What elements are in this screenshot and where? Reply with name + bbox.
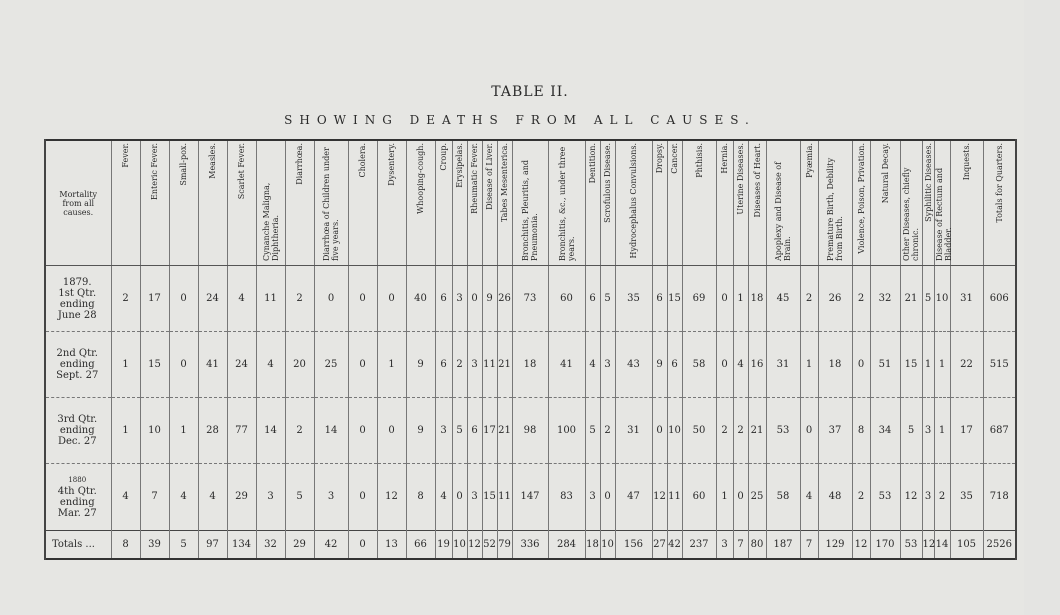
table-cell: 1 [111,398,140,464]
table-cell: 0 [716,332,733,398]
table-cell: 4 [169,464,198,530]
corner-header: Mortality from all causes. [45,140,111,266]
table-cell: 12 [377,464,406,530]
table-cell: 5 [900,398,922,464]
table-cell: 9 [482,266,497,332]
table-cell: 24 [198,266,227,332]
total-cell: 12 [852,530,870,559]
table-cell: 12 [652,464,667,530]
table-cell: 0 [652,398,667,464]
table-cell: 2 [285,398,314,464]
total-cell: 10 [600,530,615,559]
quarter-label-line: 3rd Qtr. [57,414,98,426]
table-cell: 18 [748,266,766,332]
table-cell: 0 [377,266,406,332]
table-cell: 12 [900,464,922,530]
total-cell: 53 [900,530,922,559]
column-header [682,140,716,266]
total-cell: 5 [169,530,198,559]
column-header-label: Diarrhœa of Children under five years. [322,147,340,261]
table-cell: 28 [198,398,227,464]
total-cell: 42 [314,530,348,559]
table-cell: 21 [748,398,766,464]
table-cell: 6 [667,332,682,398]
table-cell: 1 [716,464,733,530]
table-cell: 11 [482,332,497,398]
total-cell: 10 [452,530,467,559]
table-cell: 6 [467,398,482,464]
column-header-label: Disease of Rectum and Bladder. [934,167,953,261]
quarter-label [45,266,111,332]
totals-label: Totals ... [45,530,111,559]
table-cell: 26 [818,266,852,332]
total-cell: 8 [111,530,140,559]
table-cell: 1 [800,332,818,398]
table-cell: 31 [615,398,652,464]
table-cell: 0 [452,464,467,530]
column-header-label: Hernia. [720,143,729,174]
table-cell: 4 [800,464,818,530]
year-label: 1879. [62,276,92,288]
table-cell: 98 [512,398,548,464]
table-cell: 2 [800,266,818,332]
total-cell: 12 [467,530,482,559]
total-cell: 52 [482,530,497,559]
column-header [406,140,435,266]
total-cell: 0 [348,530,377,559]
table-title: TABLE II. [491,84,569,100]
table-cell: 0 [348,398,377,464]
table-cell: 687 [983,398,1016,464]
table-cell: 48 [818,464,852,530]
total-cell: 13 [377,530,406,559]
quarter-label-line: Mar. 27 [57,507,97,519]
table-cell: 83 [548,464,585,530]
column-header [285,140,314,266]
column-header [615,140,652,266]
mortality-table [44,139,1017,560]
table-cell: 0 [348,266,377,332]
column-header [482,140,497,266]
column-header-label: Hydrocephalus Convulsions. [629,143,638,259]
column-header-label: Diseases of Heart. [752,143,762,218]
table-cell: 2 [285,266,314,332]
column-header [934,140,953,266]
column-header-label: Fever. [121,143,130,168]
table-row [45,464,1016,530]
table-cell: 43 [615,332,652,398]
table-cell: 25 [314,332,348,398]
total-cell: 129 [818,530,852,559]
column-header-label: Natural Decay. [880,143,890,204]
table-row [45,332,1016,398]
table-cell: 3 [256,464,285,530]
table-cell: 6 [585,266,600,332]
quarter-label-line: June 28 [57,309,97,321]
table-cell: 53 [766,398,800,464]
column-header [922,140,934,266]
total-cell: 134 [227,530,256,559]
column-header [140,140,169,266]
total-cell: 156 [615,530,652,559]
column-header [900,140,922,266]
column-header [870,140,900,266]
table-cell: 2 [852,464,870,530]
table-row [45,398,1016,464]
table-cell: 29 [227,464,256,530]
table-cell: 7 [140,464,169,530]
table-cell: 35 [615,266,652,332]
quarter-label-line: 1st Qtr. [58,287,97,299]
table-cell: 1 [922,332,934,398]
total-cell: 170 [870,530,900,559]
column-header-label: Enteric Fever. [150,143,159,200]
table-cell: 147 [512,464,548,530]
table-cell: 10 [934,266,950,332]
table-cell: 606 [983,266,1016,332]
table-cell: 15 [667,266,682,332]
column-header-label: Diarrhœa. [295,143,304,185]
table-cell: 1 [934,398,950,464]
total-cell: 27 [652,530,667,559]
column-header [600,140,615,266]
table-cell: 17 [140,266,169,332]
table-cell: 31 [766,332,800,398]
total-cell: 39 [140,530,169,559]
quarter-label-line: ending [59,425,95,437]
column-header-label: Dysentery. [387,143,396,186]
table-cell: 2 [600,398,615,464]
quarter-label-line: Sept. 27 [56,370,99,382]
table-cell: 15 [140,332,169,398]
table-cell: 69 [682,266,716,332]
table-cell: 2 [733,398,748,464]
table-cell: 11 [497,464,512,530]
column-header-label: Violence, Poison, Privation. [856,143,866,254]
table-subtitle: SHOWING DEATHS FROM ALL CAUSES. [284,113,756,127]
table-cell: 0 [314,266,348,332]
table-cell: 50 [682,398,716,464]
table-cell: 9 [406,332,435,398]
table-cell: 4 [585,332,600,398]
column-header-label: Disease of Liver. [485,143,494,210]
column-header [652,140,667,266]
header-row [45,140,1016,266]
column-header-label: Bronchitis, Pleuritis, and Pneumonia. [521,159,539,261]
table-cell: 5 [285,464,314,530]
table-cell: 21 [497,398,512,464]
column-header [983,140,1016,266]
quarter-label [45,464,111,530]
quarter-label [45,332,111,398]
column-header-label: Scarlet Fever. [237,143,246,200]
column-header-label: Tabes Mesenterica. [500,143,509,223]
total-cell: 97 [198,530,227,559]
table-cell: 0 [169,266,198,332]
table-cell: 0 [377,398,406,464]
table-cell: 21 [497,332,512,398]
table-cell: 41 [548,332,585,398]
total-cell: 29 [285,530,314,559]
table-cell: 8 [852,398,870,464]
table-cell: 16 [748,332,766,398]
table-cell: 40 [406,266,435,332]
table-cell: 24 [227,332,256,398]
table-cell: 60 [548,266,585,332]
table-cell: 0 [716,266,733,332]
table-cell: 51 [870,332,900,398]
table-cell: 4 [198,464,227,530]
table-cell: 17 [482,398,497,464]
table-cell: 3 [467,464,482,530]
column-header-label: Premature Birth, Debility from Birth. [826,157,844,261]
column-header-label: Cynanche Maligna, Diphtheria. [261,182,280,261]
quarter-label-line: ending [59,359,95,371]
table-cell: 3 [600,332,615,398]
table-cell: 31 [950,266,983,332]
total-cell: 336 [512,530,548,559]
quarter-label [45,398,111,464]
quarter-label-line: 4th Qtr. [57,485,97,497]
column-header-label: Small-pox. [179,143,188,186]
table-cell: 718 [983,464,1016,530]
column-header [452,140,467,266]
table-cell: 73 [512,266,548,332]
column-header-label: Cancer. [670,143,679,174]
column-header-label: Uterine Diseases. [736,143,745,215]
table-cell: 2 [852,266,870,332]
column-header-label: Phthisis. [694,143,704,178]
table-cell: 37 [818,398,852,464]
column-header-label: Inquests. [962,143,971,181]
total-cell: 80 [748,530,766,559]
total-cell: 284 [548,530,585,559]
table-cell: 34 [870,398,900,464]
table-cell: 3 [585,464,600,530]
total-cell: 12 [922,530,934,559]
column-header [748,140,766,266]
table-cell: 47 [615,464,652,530]
quarter-label-line: ending [59,298,95,310]
quarter-label-line: ending [59,496,95,508]
column-header [198,140,227,266]
table-cell: 1 [377,332,406,398]
table-cell: 0 [467,266,482,332]
column-header-label: Rheumatic Fever. [470,143,479,214]
column-header [111,140,140,266]
column-header [800,140,818,266]
table-cell: 9 [652,332,667,398]
column-header [733,140,748,266]
table-cell: 58 [682,332,716,398]
column-header [667,140,682,266]
column-header [818,140,852,266]
totals-row [45,530,1016,559]
table-cell: 100 [548,398,585,464]
table-cell: 58 [766,464,800,530]
column-header [256,140,285,266]
total-cell: 19 [435,530,452,559]
table-cell: 5 [922,266,934,332]
table-cell: 6 [435,266,452,332]
table-cell: 1 [934,332,950,398]
column-header-label: Whooping-cough. [416,143,425,214]
column-header [467,140,482,266]
table-cell: 11 [256,266,285,332]
table-cell: 10 [667,398,682,464]
table-cell: 25 [748,464,766,530]
table-cell: 8 [406,464,435,530]
table-cell: 32 [870,266,900,332]
table-cell: 53 [870,464,900,530]
table-cell: 2 [111,266,140,332]
column-header [227,140,256,266]
column-header-label: Totals for Quarters. [994,143,1004,223]
quarter-label-line: 2nd Qtr. [56,348,98,360]
table-cell: 15 [482,464,497,530]
table-body [45,266,1016,560]
total-cell: 42 [667,530,682,559]
table-cell: 9 [406,398,435,464]
column-header-label: Measles. [208,143,217,179]
total-cell: 7 [733,530,748,559]
total-cell: 32 [256,530,285,559]
column-header-label: Apoplexy and Disease of Brain. [774,161,792,261]
table-cell: 0 [852,332,870,398]
column-header [169,140,198,266]
table-cell: 14 [256,398,285,464]
table-cell: 4 [733,332,748,398]
total-cell: 7 [800,530,818,559]
table-cell: 26 [497,266,512,332]
column-header [348,140,377,266]
column-header-label: Dropsy. [655,143,664,174]
table-cell: 20 [285,332,314,398]
total-cell: 237 [682,530,716,559]
table-cell: 41 [198,332,227,398]
table-cell: 2 [716,398,733,464]
table-cell: 3 [435,398,452,464]
column-header-label: Scrofulous Disease. [603,143,612,223]
total-cell: 105 [950,530,983,559]
table-cell: 77 [227,398,256,464]
year-label: 1880 [68,475,87,484]
table-cell: 21 [900,266,922,332]
table-cell: 3 [467,332,482,398]
column-header-label: Other Diseases, chiefly chronic. [902,167,920,261]
table-cell: 3 [314,464,348,530]
column-header [548,140,585,266]
table-cell: 60 [682,464,716,530]
table-cell: 1 [111,332,140,398]
column-header-label: Pyæmia. [804,143,814,178]
column-header [377,140,406,266]
total-cell: 18 [585,530,600,559]
table-cell: 0 [733,464,748,530]
column-header-label: Bronchitis, &c., under three years. [557,146,576,261]
table-cell: 4 [256,332,285,398]
table-cell: 2 [934,464,950,530]
total-cell: 14 [934,530,950,559]
table-cell: 18 [512,332,548,398]
column-header-label: Dentition. [588,143,597,184]
column-header [314,140,348,266]
table-cell: 0 [348,332,377,398]
table-cell: 3 [922,464,934,530]
column-header [950,140,983,266]
total-cell: 2526 [983,530,1016,559]
table-cell: 4 [435,464,452,530]
column-header [852,140,870,266]
table-cell: 6 [435,332,452,398]
column-header-label: Cholera. [358,143,367,178]
table-cell: 10 [140,398,169,464]
total-cell: 187 [766,530,800,559]
total-cell: 79 [497,530,512,559]
table-cell: 14 [314,398,348,464]
table-cell: 4 [227,266,256,332]
table-cell: 11 [667,464,682,530]
table-cell: 0 [800,398,818,464]
column-header [585,140,600,266]
table-cell: 6 [652,266,667,332]
table-cell: 0 [348,464,377,530]
column-header [512,140,548,266]
table-cell: 4 [111,464,140,530]
table-cell: 5 [452,398,467,464]
quarter-label-line: Dec. 27 [57,436,97,448]
table-cell: 5 [585,398,600,464]
table-cell: 15 [900,332,922,398]
table-cell: 2 [452,332,467,398]
table-cell: 5 [600,266,615,332]
table-cell: 45 [766,266,800,332]
table-cell: 3 [922,398,934,464]
column-header-label: Syphilitic Diseases. [923,143,933,222]
table-cell: 35 [950,464,983,530]
column-header-label: Croup. [439,143,448,171]
table-cell: 0 [600,464,615,530]
table-cell: 18 [818,332,852,398]
column-header [766,140,800,266]
table-cell: 17 [950,398,983,464]
column-header [716,140,733,266]
table-row [45,266,1016,332]
total-cell: 66 [406,530,435,559]
table-cell: 1 [169,398,198,464]
table-cell: 515 [983,332,1016,398]
table-cell: 3 [452,266,467,332]
table-cell: 0 [169,332,198,398]
total-cell: 3 [716,530,733,559]
column-header [497,140,512,266]
table-cell: 22 [950,332,983,398]
column-header-label: Erysipelas. [455,143,464,188]
table-cell: 1 [733,266,748,332]
column-header [435,140,452,266]
